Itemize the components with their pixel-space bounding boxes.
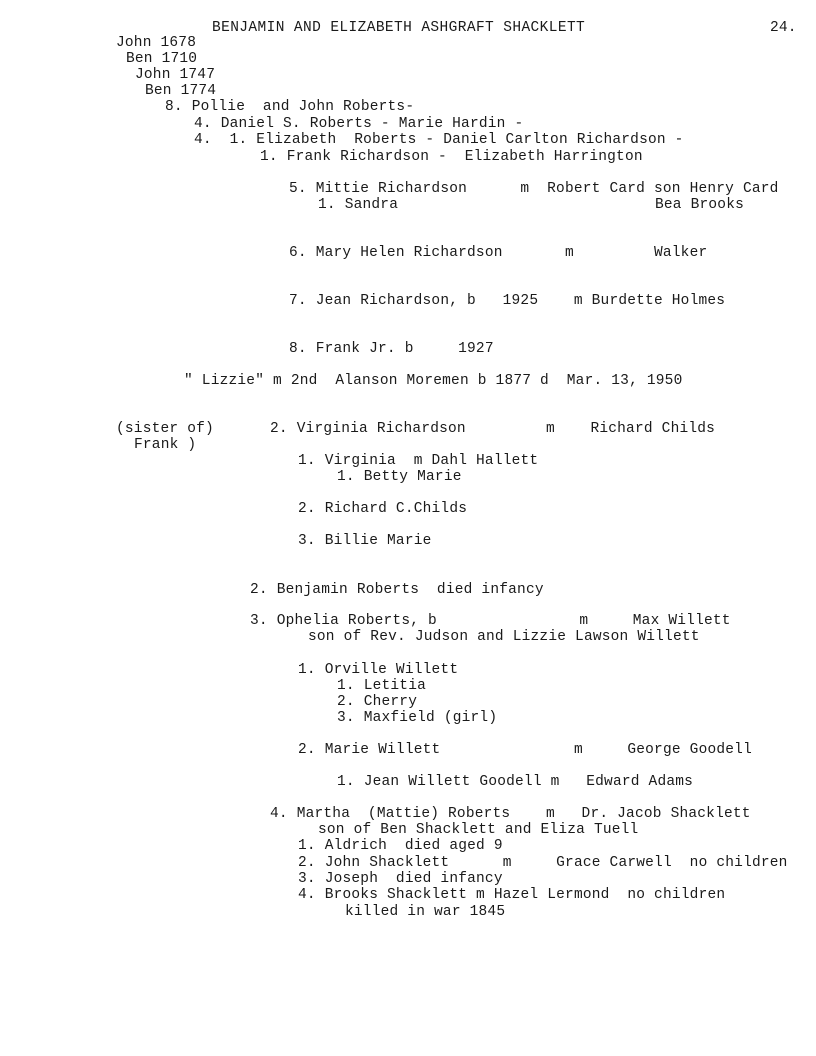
text-line: 1. Orville Willett <box>298 662 459 678</box>
text-line: 2. John Shacklett m Grace Carwell no children <box>298 855 788 871</box>
text-line: 4. Daniel S. Roberts - Marie Hardin - <box>194 116 524 132</box>
text-line: 1. Jean Willett Goodell m Edward Adams <box>337 774 694 790</box>
text-line: Frank ) <box>134 437 197 453</box>
text-line: 8. Pollie and John Roberts- <box>165 99 415 115</box>
text-line: John 1747 <box>135 67 216 83</box>
text-line: " Lizzie" m 2nd Alanson Moremen b 1877 d Mar. 13, 1950 <box>184 373 683 389</box>
text-line: 2. Cherry <box>337 694 418 710</box>
text-line: killed in war 1845 <box>345 904 506 920</box>
text-line: Bea Brooks <box>655 197 745 213</box>
text-line: 1. Betty Marie <box>337 469 462 485</box>
text-line: 1. Virginia m Dahl Hallett <box>298 453 539 469</box>
text-line: 1. Letitia <box>337 678 427 694</box>
text-line: 4. Martha (Mattie) Roberts m Dr. Jacob Shacklett <box>270 806 751 822</box>
text-line: 8. Frank Jr. b 1927 <box>289 341 494 357</box>
text-line: 1. Aldrich died aged 9 <box>298 838 503 854</box>
text-line: 2. Marie Willett m George Goodell <box>298 742 752 758</box>
text-line: 2. Benjamin Roberts died infancy <box>250 582 544 598</box>
text-line: 4. 1. Elizabeth Roberts - Daniel Carlton Richardson - <box>194 132 684 148</box>
text-line: 3. Billie Marie <box>298 533 432 549</box>
text-line: 5. Mittie Richardson m Robert Card son Henry Card <box>289 181 779 197</box>
text-line: 3. Maxfield (girl) <box>337 710 498 726</box>
document-title: BENJAMIN AND ELIZABETH ASHGRAFT SHACKLETT <box>212 20 586 36</box>
text-line: 2. Richard C.Childs <box>298 501 468 517</box>
text-line: Ben 1774 <box>145 83 217 99</box>
text-line: John 1678 <box>116 35 197 51</box>
text-line: 3. Joseph died infancy <box>298 871 503 887</box>
text-line: 1. Frank Richardson - Elizabeth Harrington <box>260 149 643 165</box>
text-line: Ben 1710 <box>126 51 198 67</box>
text-line: son of Rev. Judson and Lizzie Lawson Willett <box>308 629 700 645</box>
text-line: son of Ben Shacklett and Eliza Tuell <box>318 822 639 838</box>
text-line: 7. Jean Richardson, b 1925 m Burdette Holmes <box>289 293 726 309</box>
text-line: 3. Ophelia Roberts, b m Max Willett <box>250 613 731 629</box>
text-line: 4. Brooks Shacklett m Hazel Lermond no children <box>298 887 726 903</box>
text-line: (sister of) <box>116 421 214 437</box>
page-number: 24. <box>770 20 797 36</box>
text-line: 1. Sandra <box>318 197 399 213</box>
text-line: 6. Mary Helen Richardson m Walker <box>289 245 708 261</box>
text-line: 2. Virginia Richardson m Richard Childs <box>270 421 716 437</box>
